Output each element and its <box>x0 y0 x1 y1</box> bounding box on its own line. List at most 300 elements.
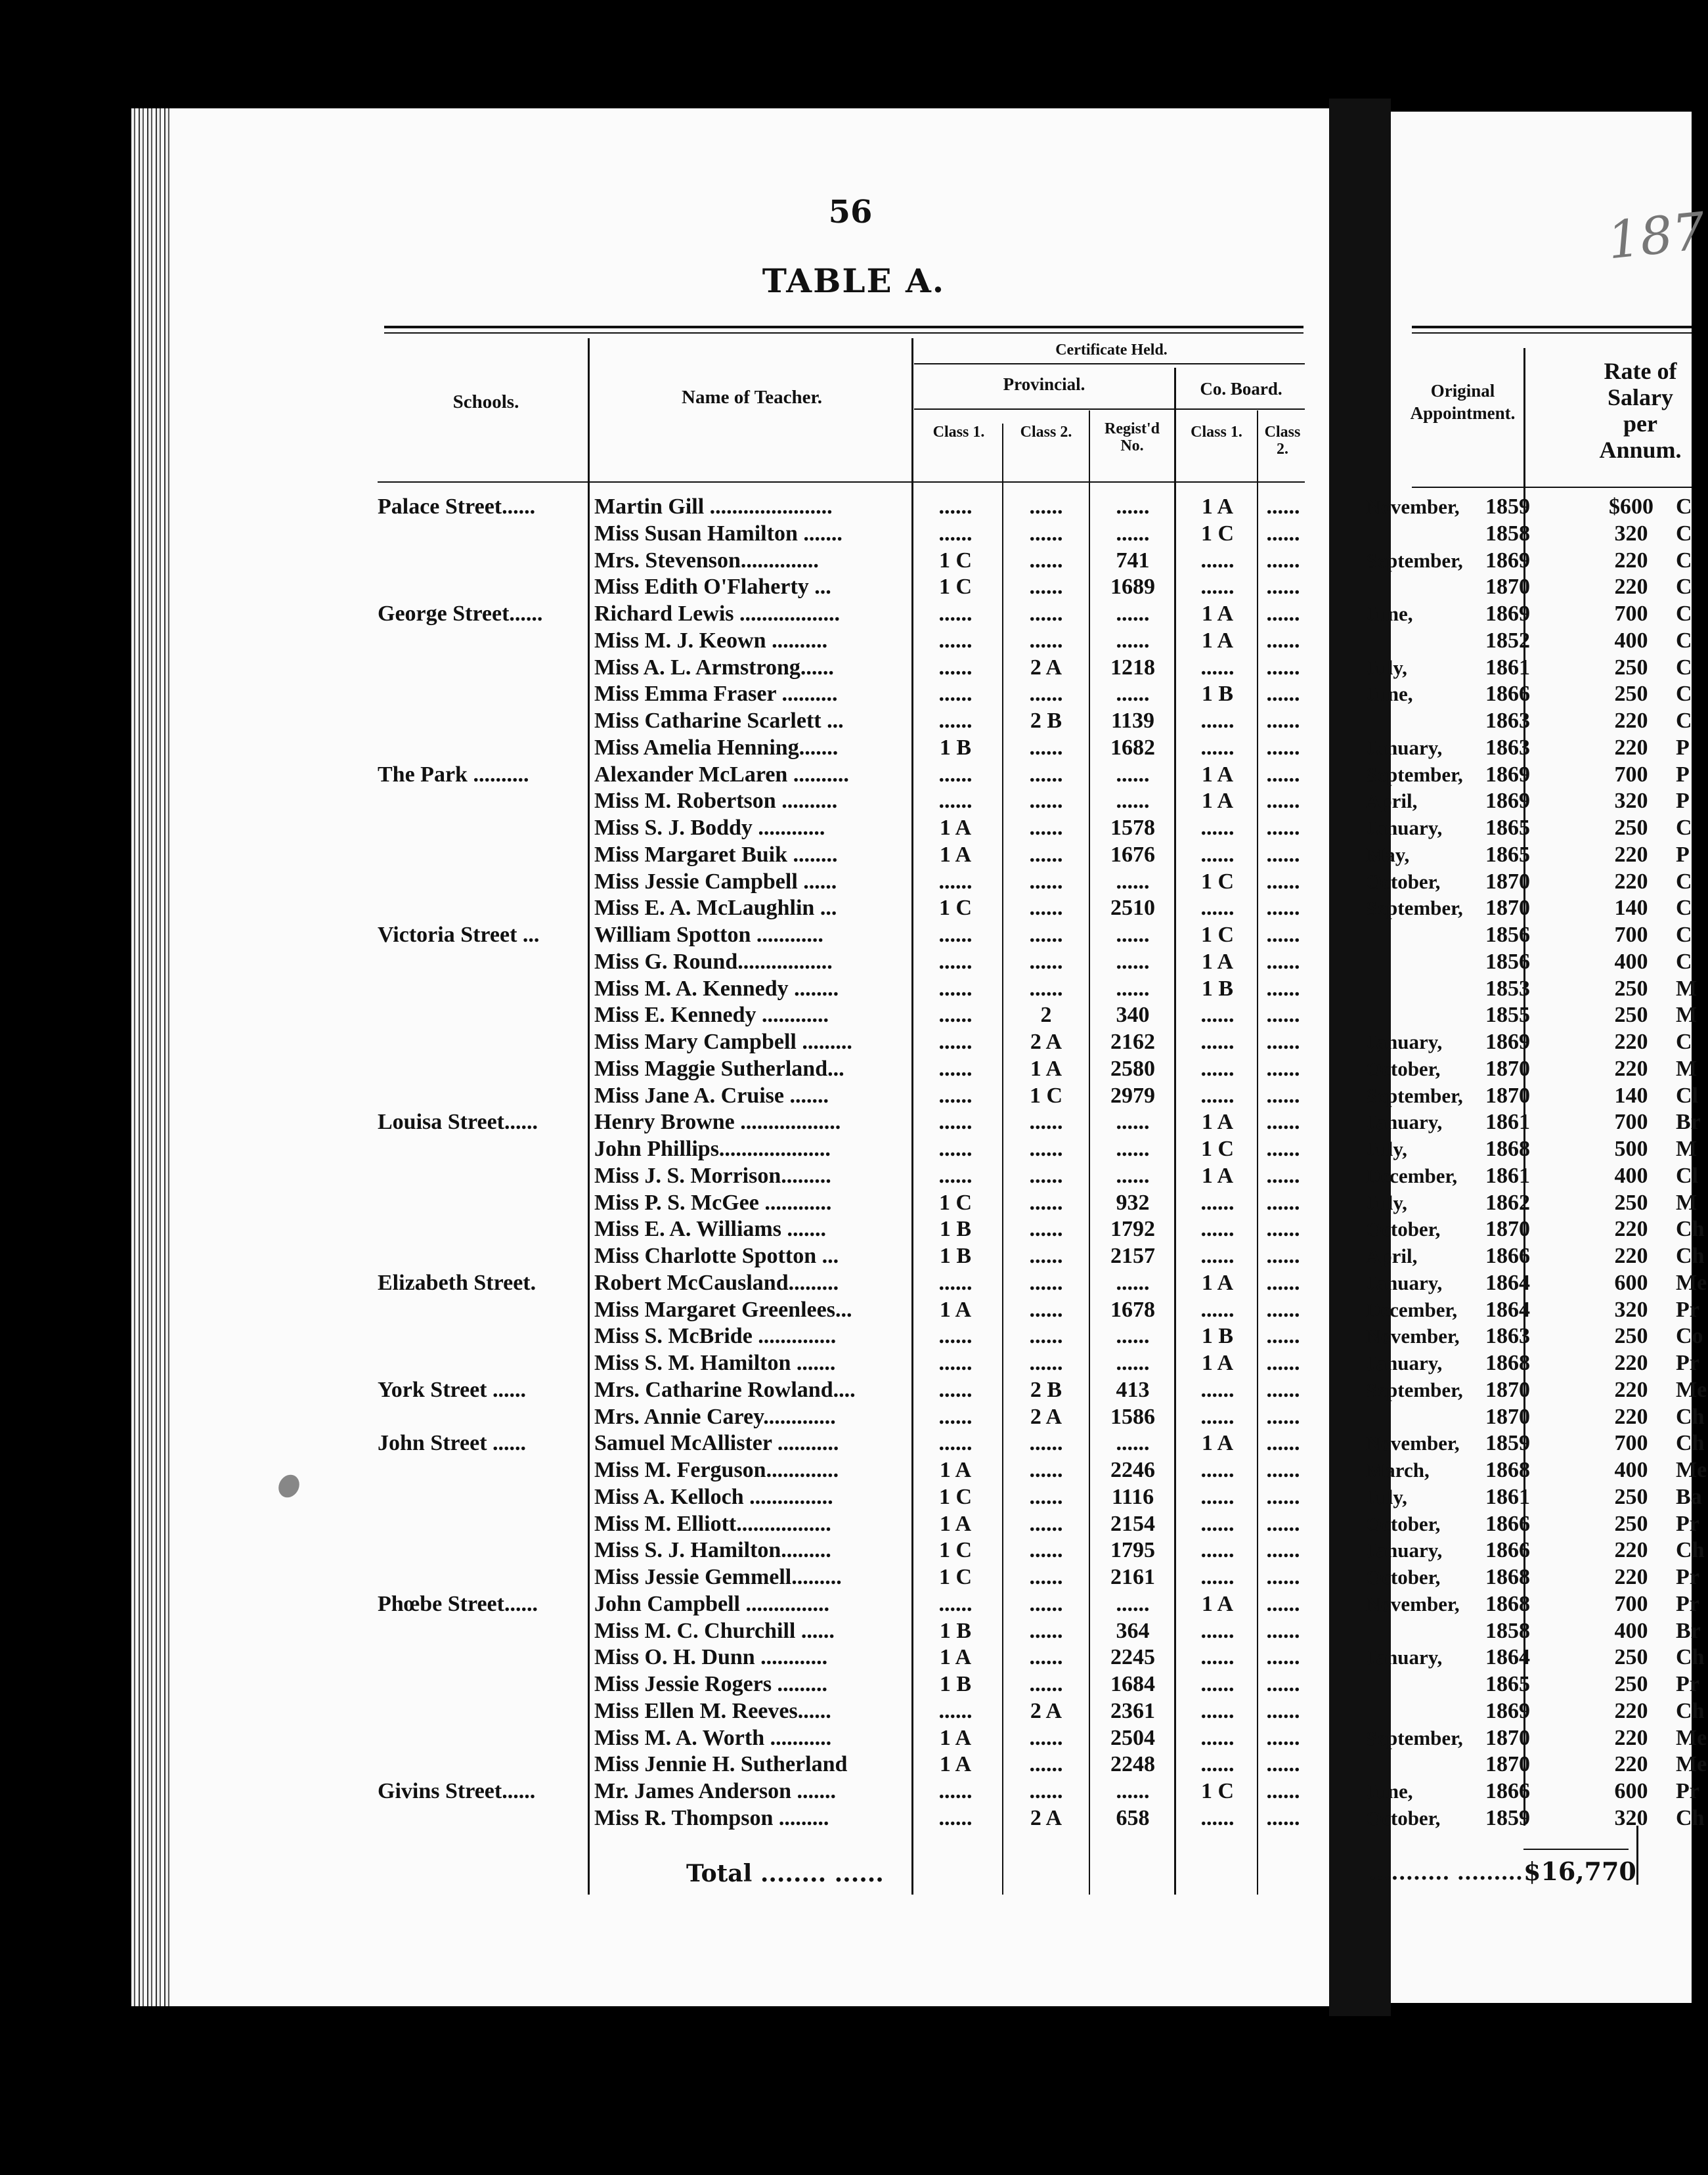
board-class2: ...... <box>1266 1645 1300 1670</box>
provincial-class2: ...... <box>1029 1137 1063 1161</box>
registered-number: 413 <box>1116 1377 1150 1402</box>
appointment-month: July, <box>1366 655 1407 679</box>
provincial-class1: ...... <box>938 1163 973 1188</box>
provincial-class1: ...... <box>938 682 973 707</box>
teacher-name: Robert McCausland......... <box>594 1270 839 1295</box>
table-row <box>0 1002 1697 1028</box>
col-rule-salary <box>1636 1826 1638 1885</box>
salary: 500 <box>1614 1137 1648 1161</box>
board-class1: ...... <box>1200 575 1235 600</box>
appointment-year: 1866 <box>1485 1244 1530 1268</box>
board-class1: ...... <box>1200 896 1235 921</box>
teacher-name: Miss M. Robertson .......... <box>594 789 838 814</box>
board-class1: ...... <box>1200 1511 1235 1536</box>
school-name: The Park .......... <box>378 762 529 787</box>
board-class1: 1 A <box>1201 762 1234 787</box>
header-rate-line3: per <box>1623 410 1657 437</box>
provincial-class2: ...... <box>1029 1484 1063 1509</box>
board-class1: 1 C <box>1200 1137 1235 1161</box>
salary: 400 <box>1614 1618 1648 1643</box>
header-provincial: Provincial. <box>1003 374 1085 394</box>
appointment-year: 1863 <box>1485 1324 1530 1349</box>
appointment-year: 1861 <box>1485 1110 1530 1135</box>
teacher-name: Miss Mary Campbell ......... <box>594 1030 852 1054</box>
denomination: Me <box>1676 1377 1707 1402</box>
table-row <box>0 1751 1707 1778</box>
table-row <box>0 788 1692 814</box>
board-class2: ...... <box>1266 1779 1300 1803</box>
registered-number: 364 <box>1116 1618 1150 1643</box>
header-original-appointment: Original Appointment. <box>1410 381 1516 423</box>
header-registered-number: Regist'd No. <box>1105 420 1160 454</box>
board-class2: ...... <box>1266 1538 1300 1563</box>
registered-number: 2361 <box>1110 1698 1155 1723</box>
board-class2: ...... <box>1266 1377 1300 1402</box>
board-class1: ...... <box>1200 1083 1235 1108</box>
provincial-class2: 2 A <box>1030 655 1062 680</box>
appointment-month: July, <box>1366 1485 1407 1508</box>
provincial-class2: ...... <box>1029 1458 1063 1482</box>
teacher-name: Miss Amelia Henning....... <box>594 735 839 760</box>
teacher-name: Mrs. Stevenson.............. <box>594 548 819 573</box>
appointment-year: 1869 <box>1485 1030 1530 1054</box>
appointment-year: 1861 <box>1485 655 1530 680</box>
salary: 400 <box>1614 1163 1648 1188</box>
registered-number: 2154 <box>1110 1511 1155 1536</box>
denomination: Me <box>1676 1725 1707 1750</box>
board-class1: ...... <box>1200 1244 1235 1268</box>
table-row <box>0 1725 1707 1751</box>
appointment-year: 1856 <box>1485 949 1530 974</box>
provincial-class2: ...... <box>1029 735 1063 760</box>
table-row <box>0 815 1692 841</box>
registered-number: 2248 <box>1110 1752 1155 1777</box>
provincial-class1: 1 A <box>939 1511 972 1536</box>
provincial-class1: ...... <box>938 1591 973 1616</box>
provincial-class2: ...... <box>1029 1618 1063 1643</box>
provincial-class2: ...... <box>1029 1779 1063 1803</box>
appointment-month: January, <box>1366 1646 1443 1669</box>
table-row <box>0 1457 1707 1483</box>
denomination: C <box>1676 521 1692 546</box>
registered-number: ...... <box>1116 521 1150 546</box>
teacher-name: Miss E. A. McLaughlin ... <box>594 896 837 921</box>
registered-number: 2979 <box>1110 1083 1155 1108</box>
salary: 220 <box>1614 575 1648 600</box>
board-class1: 1 A <box>1201 1163 1234 1188</box>
provincial-class1: 1 B <box>939 735 972 760</box>
teacher-name: Martin Gill ...................... <box>594 494 833 519</box>
provincial-class2: ...... <box>1029 1351 1063 1375</box>
registered-number: 1218 <box>1110 655 1155 680</box>
appointment-month: October, <box>1366 869 1441 893</box>
board-class2: ...... <box>1266 1404 1300 1429</box>
registered-number: ...... <box>1116 682 1150 707</box>
provincial-class1: ...... <box>938 521 973 546</box>
board-class2: ...... <box>1266 816 1300 840</box>
appointment-year: 1870 <box>1485 1404 1530 1429</box>
denomination: Cl <box>1676 1083 1698 1108</box>
provincial-class2: ...... <box>1029 949 1063 974</box>
board-class1: ...... <box>1200 1752 1235 1777</box>
teacher-name: John Phillips.................... <box>594 1137 831 1161</box>
appointment-year: 1869 <box>1485 1698 1530 1723</box>
board-class1: ...... <box>1200 1672 1235 1696</box>
registered-number: 2510 <box>1110 896 1155 921</box>
denomination: C <box>1676 655 1692 680</box>
table-row <box>0 601 1692 627</box>
registered-number: ...... <box>1116 789 1150 814</box>
board-class2: ...... <box>1266 1672 1300 1696</box>
provincial-class1: 1 B <box>939 1244 972 1268</box>
provincial-class2: ...... <box>1029 1752 1063 1777</box>
table-row <box>0 895 1692 921</box>
board-class1: ...... <box>1200 1190 1235 1215</box>
board-class1: 1 C <box>1200 1779 1235 1803</box>
salary: 250 <box>1614 976 1648 1001</box>
provincial-class2: ...... <box>1029 602 1063 626</box>
board-class1: ...... <box>1200 709 1235 733</box>
registered-number: 1676 <box>1110 842 1155 867</box>
table-title: TABLE A. <box>762 261 946 300</box>
salary: 320 <box>1614 1297 1648 1322</box>
teacher-name: Miss Jessie Rogers ......... <box>594 1672 828 1696</box>
appointment-year: 1863 <box>1485 735 1530 760</box>
salary: 250 <box>1614 1672 1648 1696</box>
school-name: Phœbe Street...... <box>378 1591 538 1616</box>
provincial-class1: 1 A <box>939 1458 972 1482</box>
teacher-name: Miss Jennie H. Sutherland <box>594 1752 848 1777</box>
board-class2: ...... <box>1266 1110 1300 1135</box>
registered-number: 741 <box>1116 548 1150 573</box>
board-class1: ...... <box>1200 1297 1235 1322</box>
board-class2: ...... <box>1266 1244 1300 1268</box>
table-row <box>0 681 1692 707</box>
provincial-class2: 2 <box>1040 1003 1052 1028</box>
provincial-class1: 1 A <box>939 816 972 840</box>
board-class2: ...... <box>1266 1270 1300 1295</box>
registered-number: ...... <box>1116 1163 1150 1188</box>
board-class1: ...... <box>1200 1698 1235 1723</box>
registered-number: 2162 <box>1110 1030 1155 1054</box>
provincial-class2: ...... <box>1029 789 1063 814</box>
table-row <box>0 1083 1698 1109</box>
provincial-class2: ...... <box>1029 1591 1063 1616</box>
board-class2: ...... <box>1266 575 1300 600</box>
appointment-year: 1870 <box>1485 1377 1530 1402</box>
provincial-class1: 1 C <box>938 548 973 573</box>
provincial-class1: 1 C <box>938 1538 973 1563</box>
board-class1: ...... <box>1200 1404 1235 1429</box>
board-class1: ...... <box>1200 655 1235 680</box>
teacher-name: Miss M. Elliott................. <box>594 1511 831 1536</box>
denomination: C <box>1676 628 1692 653</box>
board-class2: ...... <box>1266 735 1300 760</box>
board-class1: ...... <box>1200 1645 1235 1670</box>
registered-number: 340 <box>1116 1003 1150 1028</box>
registered-number: 1792 <box>1110 1217 1155 1242</box>
salary: 220 <box>1614 1351 1648 1375</box>
appointment-year: 1870 <box>1485 1083 1530 1108</box>
teacher-name: John Campbell ............... <box>594 1591 829 1616</box>
salary: 140 <box>1614 896 1648 921</box>
denomination: Pr <box>1676 1672 1699 1696</box>
teacher-name: Miss Jane A. Cruise ....... <box>594 1083 829 1108</box>
board-class2: ...... <box>1266 1351 1300 1375</box>
table-row <box>0 1216 1705 1242</box>
registered-number: ...... <box>1116 1351 1150 1375</box>
top-rule-left <box>384 326 1303 328</box>
appointment-month: September, <box>1366 1726 1463 1749</box>
provincial-class1: 1 C <box>938 1484 973 1509</box>
table-row <box>0 1430 1705 1457</box>
appointment-month: October, <box>1366 1512 1441 1535</box>
appointment-month: January, <box>1366 816 1443 839</box>
registered-number: 658 <box>1116 1805 1150 1830</box>
provincial-class2: ...... <box>1029 1431 1063 1456</box>
provincial-class1: ...... <box>938 1377 973 1402</box>
provincial-class2: 2 A <box>1030 1698 1062 1723</box>
table-row <box>0 1109 1701 1135</box>
teacher-name: Miss M. Ferguson............. <box>594 1458 839 1482</box>
appointment-year: 1870 <box>1485 1217 1530 1242</box>
teacher-name: Alexander McLaren .......... <box>594 762 849 787</box>
table-row <box>0 762 1692 788</box>
salary: 320 <box>1614 521 1648 546</box>
appointment-month: November, <box>1366 1432 1460 1455</box>
teacher-name: William Spotton ............ <box>594 923 823 947</box>
denomination: Pr <box>1676 1565 1699 1589</box>
provincial-class1: 1 C <box>938 1565 973 1589</box>
teacher-name: Mrs. Catharine Rowland.... <box>594 1377 856 1402</box>
appointment-month: October, <box>1366 1218 1441 1241</box>
appointment-year: 1855 <box>1485 1003 1530 1028</box>
appointment-month: April, <box>1366 789 1418 813</box>
board-class1: ...... <box>1200 816 1235 840</box>
board-class1: ...... <box>1200 735 1235 760</box>
school-name: Elizabeth Street. <box>378 1270 536 1295</box>
board-class2: ...... <box>1266 1511 1300 1536</box>
provincial-class2: ...... <box>1029 575 1063 600</box>
salary: 250 <box>1614 1003 1648 1028</box>
header-schools: Schools. <box>452 391 519 412</box>
provincial-class1: 1 A <box>939 842 972 867</box>
registered-number: ...... <box>1116 976 1150 1001</box>
denomination: Me <box>1676 1458 1707 1482</box>
denomination: P <box>1676 762 1690 787</box>
teacher-name: Mr. James Anderson ....... <box>594 1779 837 1803</box>
salary: 600 <box>1614 1779 1648 1803</box>
cert-rule <box>914 363 1305 364</box>
appointment-year: 1868 <box>1485 1591 1530 1616</box>
board-class2: ...... <box>1266 976 1300 1001</box>
appointment-month: November, <box>1366 1592 1460 1615</box>
denomination: C <box>1676 949 1692 974</box>
school-name: John Street ...... <box>378 1431 527 1456</box>
appointment-year: 1852 <box>1485 628 1530 653</box>
provincial-class2: 2 B <box>1030 1377 1062 1402</box>
denomination: Cl <box>1676 1163 1698 1188</box>
appointment-year: 1869 <box>1485 789 1530 814</box>
salary: 250 <box>1614 1324 1648 1349</box>
registered-number: 2580 <box>1110 1056 1155 1081</box>
denomination: Pr <box>1676 1351 1699 1375</box>
board-class2: ...... <box>1266 762 1300 787</box>
registered-number: 1586 <box>1110 1404 1155 1429</box>
appointment-year: 1868 <box>1485 1137 1530 1161</box>
salary: 220 <box>1614 842 1648 867</box>
provincial-class1: ...... <box>938 1083 973 1108</box>
teacher-name: Miss S. McBride .............. <box>594 1324 837 1349</box>
teacher-name: Miss O. H. Dunn ............ <box>594 1645 828 1670</box>
board-class2: ...... <box>1266 1431 1300 1456</box>
denomination: Br <box>1676 1110 1701 1135</box>
top-rule-right-thin <box>1412 332 1692 334</box>
provincial-class2: ...... <box>1029 494 1063 519</box>
appointment-year: 1859 <box>1485 1431 1530 1456</box>
teacher-name: Miss A. Kelloch ............... <box>594 1484 833 1509</box>
salary: $600 <box>1609 494 1653 519</box>
provincial-class1: 1 C <box>938 575 973 600</box>
salary: 250 <box>1614 1645 1648 1670</box>
provincial-class1: ...... <box>938 1110 973 1135</box>
appointment-month: October, <box>1366 1057 1441 1080</box>
salary: 250 <box>1614 682 1648 707</box>
appointment-month: January, <box>1366 1030 1443 1053</box>
denomination: Ch <box>1676 1244 1705 1268</box>
school-name: Louisa Street...... <box>378 1110 538 1135</box>
denomination: Ch <box>1676 1538 1705 1563</box>
table-row <box>0 548 1692 574</box>
provincial-class1: 1 A <box>939 1752 972 1777</box>
table-row <box>0 922 1692 948</box>
board-class1: ...... <box>1200 1003 1235 1028</box>
provincial-class2: 2 A <box>1030 1404 1062 1429</box>
appointment-year: 1866 <box>1485 1779 1530 1803</box>
teacher-name: Miss Margaret Greenlees... <box>594 1297 852 1322</box>
table-row <box>0 1136 1697 1162</box>
teacher-name: Samuel McAllister ........... <box>594 1431 839 1456</box>
board-class1: 1 A <box>1201 494 1234 519</box>
registered-number: 1689 <box>1110 575 1155 600</box>
table-row <box>0 655 1692 681</box>
appointment-year: 1870 <box>1485 869 1530 894</box>
header-provincial-class2: Class 2. <box>1020 424 1072 441</box>
denomination: Ch <box>1676 1217 1705 1242</box>
total-label: Total ........ ...... <box>686 1860 884 1887</box>
denomination: C <box>1676 923 1692 947</box>
provincial-class2: 1 C <box>1029 1083 1063 1108</box>
provincial-class1: ...... <box>938 1003 973 1028</box>
provincial-class2: ...... <box>1029 896 1063 921</box>
header-certificate: Certificate Held. <box>1055 341 1168 359</box>
board-class2: ...... <box>1266 1217 1300 1242</box>
registered-number: 2157 <box>1110 1244 1155 1268</box>
registered-number: 1795 <box>1110 1538 1155 1563</box>
registered-number: ...... <box>1116 1779 1150 1803</box>
denomination: C <box>1676 682 1692 707</box>
total-salary-value: $16,770 <box>1523 1856 1636 1886</box>
provincial-class1: ...... <box>938 1137 973 1161</box>
margin-handwriting: 187 <box>1604 202 1708 271</box>
header-bottom-rule-right <box>1412 487 1692 488</box>
teacher-name: Miss P. S. McGee ............ <box>594 1190 832 1215</box>
appointment-year: 1858 <box>1485 521 1530 546</box>
teacher-name: Miss Catharine Scarlett ... <box>594 709 844 733</box>
header-board-class1: Class 1. <box>1191 424 1242 441</box>
provincial-class1: 1 B <box>939 1618 972 1643</box>
provincial-class2: ...... <box>1029 1217 1063 1242</box>
board-class1: ...... <box>1200 1565 1235 1589</box>
appointment-month: January, <box>1366 1539 1443 1562</box>
appointment-year: 1865 <box>1485 842 1530 867</box>
table-row <box>0 1323 1703 1350</box>
table-row <box>0 628 1692 654</box>
denomination: P <box>1676 842 1690 867</box>
board-class2: ...... <box>1266 1484 1300 1509</box>
appointment-year: 1868 <box>1485 1565 1530 1589</box>
provincial-class1: ...... <box>938 1351 973 1375</box>
table-row <box>0 1537 1705 1564</box>
registered-number: 1139 <box>1110 709 1155 733</box>
provincial-class2: 1 A <box>1030 1056 1062 1081</box>
board-class1: 1 A <box>1201 1591 1234 1616</box>
teacher-name: Miss M. J. Keown .......... <box>594 628 828 653</box>
provincial-class2: ...... <box>1029 1538 1063 1563</box>
board-class2: ...... <box>1266 602 1300 626</box>
board-class1: 1 A <box>1201 602 1234 626</box>
appointment-year: 1870 <box>1485 1752 1530 1777</box>
provincial-class2: ...... <box>1029 1645 1063 1670</box>
appointment-month: September, <box>1366 548 1463 572</box>
provincial-class1: ...... <box>938 1805 973 1830</box>
board-class2: ...... <box>1266 709 1300 733</box>
denomination: Ch <box>1676 1645 1705 1670</box>
board-class1: 1 A <box>1201 1431 1234 1456</box>
teacher-name: Mrs. Annie Carey............. <box>594 1404 836 1429</box>
total-rule <box>1523 1849 1629 1850</box>
board-class1: 1 B <box>1201 682 1234 707</box>
board-class1: 1 B <box>1201 976 1234 1001</box>
registered-number: ...... <box>1116 1324 1150 1349</box>
provincial-class1: ...... <box>938 709 973 733</box>
board-class1: ...... <box>1200 1377 1235 1402</box>
salary: 700 <box>1614 762 1648 787</box>
provincial-class2: ...... <box>1029 1324 1063 1349</box>
top-rule-left-thin <box>384 332 1303 334</box>
registered-number: 2245 <box>1110 1645 1155 1670</box>
provincial-class1: ...... <box>938 1698 973 1723</box>
appointment-year: 1864 <box>1485 1270 1530 1295</box>
registered-number: ...... <box>1116 494 1150 519</box>
appointment-month: July, <box>1366 1137 1407 1160</box>
provincial-class2: ...... <box>1029 923 1063 947</box>
table-row <box>0 1671 1699 1698</box>
salary: 400 <box>1614 628 1648 653</box>
teacher-name: Miss A. L. Armstrong...... <box>594 655 834 680</box>
school-name: York Street ...... <box>378 1377 526 1402</box>
table-row <box>0 976 1697 1002</box>
provincial-rule <box>914 408 1305 410</box>
header-rate-of-salary <box>1589 358 1692 463</box>
table-row <box>0 1163 1698 1189</box>
board-class1: ...... <box>1200 1538 1235 1563</box>
table-row <box>0 494 1692 520</box>
table-row <box>0 1270 1707 1296</box>
salary: 220 <box>1614 869 1648 894</box>
teacher-name: Miss E. A. Williams ....... <box>594 1217 826 1242</box>
registered-number: ...... <box>1116 1137 1150 1161</box>
